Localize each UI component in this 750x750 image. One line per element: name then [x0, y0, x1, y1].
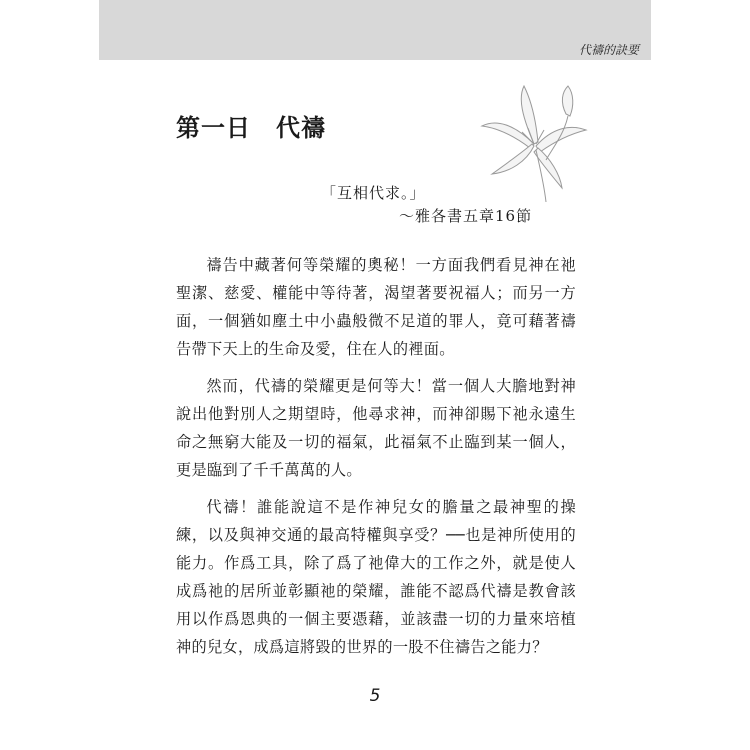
- header-band: [99, 0, 651, 60]
- paragraph: 代禱！誰能說這不是作神兒女的膽量之最神聖的操練，以及與神交通的最高特權與享受？──也是神所使用的能力。作爲工具，除了爲了祂偉大的工作之外，就是使人成爲祂的居所並彰顯祂的榮耀，誰能不認爲代禱是教會該用以作爲恩典的一個主要憑藉，並該盡一切的力量來培植神的兒女，成爲這將毀的世界的一股不住禱告之能力？: [176, 498, 576, 656]
- running-head: 代禱的訣要: [578, 43, 639, 57]
- page-number: 5: [369, 686, 381, 706]
- lily-flower-icon: [474, 84, 589, 202]
- paragraph: 禱告中藏著何等榮耀的奧秘！一方面我們看見神在祂聖潔、慈愛、權能中等待著，渴望著要祝福人；而另一方面，一個猶如塵土中小蟲般微不足道的罪人，竟可藉著禱告帶下天上的生命及愛，住在人的裡面。: [176, 256, 576, 358]
- epigraph-quote: 「互相代求。」: [321, 184, 426, 202]
- paragraph: 然而，代禱的榮耀更是何等大！當一個人大膽地對神說出他對別人之期望時，他尋求神，而神卻賜下祂永遠生命之無窮大能及一切的福氣，此福氣不止臨到某一個人，更是臨到了千千萬萬的人。: [176, 377, 576, 479]
- epigraph-reference: ～雅各書五章16節: [399, 207, 533, 225]
- chapter-title: 第一日 代禱: [176, 114, 326, 142]
- book-page: [99, 0, 651, 750]
